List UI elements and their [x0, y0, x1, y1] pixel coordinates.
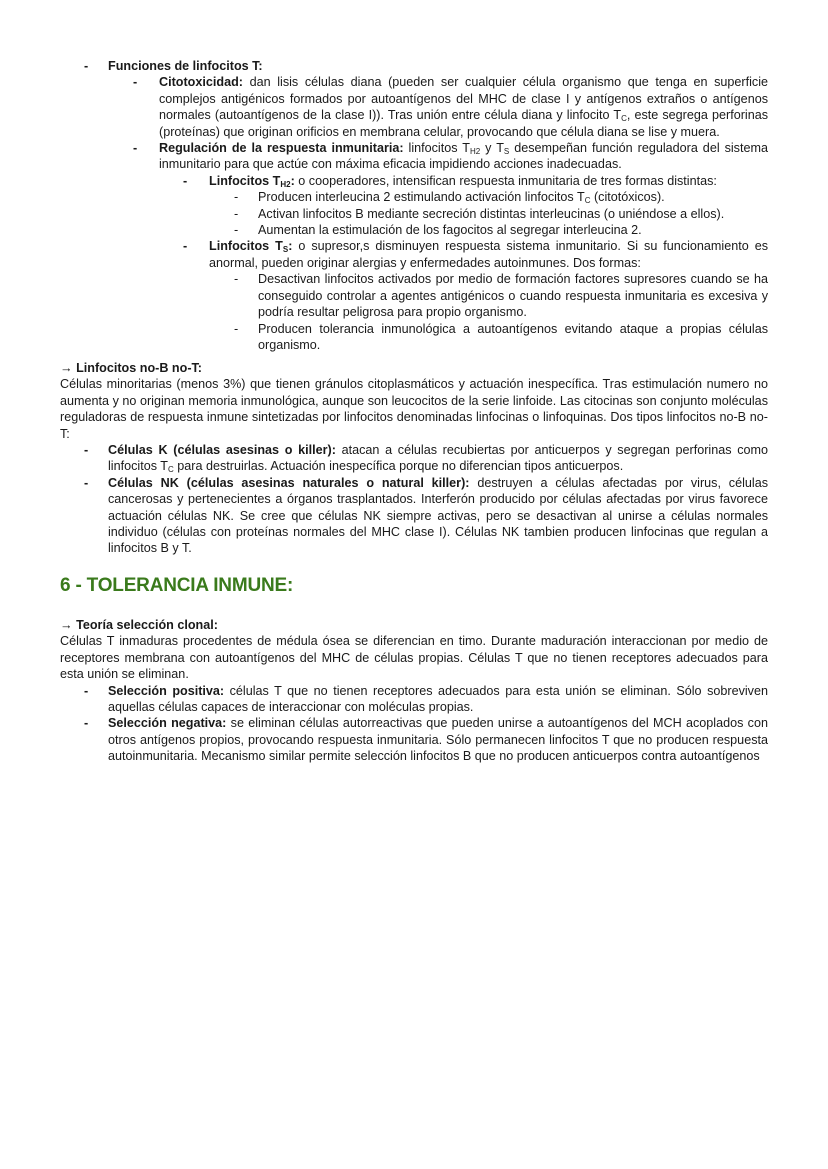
regulacion-text: linfocitos T [403, 141, 470, 156]
list-item [60, 173, 768, 189]
th2-item: Producen interleucina 2 estimulando activación linfocitos T [258, 190, 585, 205]
celulas-k-text-cont: para destruirlas. Actuación inespecífica porque no diferencian tipos anticuerpos. [173, 459, 624, 474]
subscript: C [584, 196, 591, 206]
list-item [60, 189, 768, 205]
list-item [60, 206, 768, 222]
seleccion-clonal-heading: → Teoría selección clonal: [60, 618, 218, 632]
bullet-dash: - [234, 190, 239, 205]
citotoxicidad-text-cont: , este segrega perforinas (proteínas) que originan orificios en membrana celular, provocando que célula diana se lise y muera. [159, 108, 768, 139]
seleccion-positiva-label: Selección positiva: [108, 683, 225, 698]
bullet-dash: - [84, 443, 89, 458]
bullet-dash: - [183, 239, 188, 254]
bullet-dash: - [234, 321, 239, 336]
seleccion-negativa-text: se eliminan células autorreactivas que pueden unirse a autoantígenos del MCH acoplados con otros antígenos propios, provocando respuesta inmunitaria. Sólo permanecen linfocitos T que no producen respuesta autoinmunitaria. Mecanismo similar permite selección linfocitos B que no producen anticuerpos contra autoantígenos [108, 716, 768, 764]
ts-item: Desactivan linfocitos activados por medio de formación factores supresores cuando se ha conseguido controlar a agentes antigénicos o cuando respuesta inmunitaria es excesiva y podría resultar peligrosa para propio organismo. [258, 272, 768, 320]
subscript: C [621, 114, 627, 124]
regulacion-text-b: y T [480, 141, 504, 156]
list-item [60, 74, 768, 140]
bullet-dash: - [133, 75, 138, 90]
bullet-dash: - [133, 141, 138, 156]
seleccion-clonal-intro: Células T inmaduras procedentes de médula ósea se diferencian en timo. Durante maduración interaccionan por medio de receptores membrana con autoantígenos del MHC de células propias. Células T que no tienen receptores adecuados para esta unión se eliminan. [60, 634, 768, 682]
th2-item-cont: (citotóxicos). [590, 190, 665, 205]
bullet-dash: - [234, 272, 239, 287]
regulacion-label: Regulación de la respuesta inmunitaria: [159, 141, 404, 156]
nobnot-section [60, 360, 768, 557]
bullet-dash: - [234, 223, 239, 238]
subscript: C [167, 465, 174, 475]
th2-label: Linfocitos $T_{H2}$: [209, 173, 295, 189]
list-item [60, 140, 768, 173]
celulas-nk-text: destruyen a células afectadas por virus, células cancerosas y pertenecientes a órganos trasplantados. Interferón producido por células afectadas por virus favorece actuación células NK. Se cree que células NK siempre activas, pero se desactivan al unirse a células normales individuo (células con proteínas normales del MHC clase I). Células NK tambien producen linfocinas que regulan a linfocitos B y T. [108, 475, 768, 556]
citotoxicidad-label: Citotoxicidad: [159, 75, 243, 90]
citotoxicidad-text: dan lisis células diana (pueden ser cualquier célula organismo que tenga en superficie complejos antigénicos formados por autoantígenos del MHC de clase I y antígenos extraños o antígenos normales (autoantígenos de la clase I)). Tras unión entre célula diana y linfocito T [159, 75, 768, 123]
funciones-title: Funciones de linfocitos T: [108, 59, 263, 73]
nobnot-heading: → Linfocitos no-B no-T: [60, 361, 202, 375]
th2-item: Activan linfocitos B mediante secreción distintas interleucinas (o uniéndose a ellos). [258, 206, 725, 221]
list-item [60, 58, 768, 74]
ts-text: o supresor,s disminuyen respuesta sistema inmunitario. Si su funcionamiento es anormal, pueden originar alergias y enfermedades autoinmunes. Dos formas: [209, 239, 768, 270]
th2-item: Aumentan la estimulación de los fagocitos al segregar interleucina 2. [258, 223, 642, 238]
subscript: S [503, 147, 510, 157]
list-item [60, 222, 768, 238]
list-item [60, 271, 768, 320]
funciones-section [60, 58, 768, 353]
seleccion-positiva-text: células T que no tienen receptores adecuados para esta unión se eliminan. Sólo sobreviven aquellas células capaces de interaccionar con moléculas propias. [108, 683, 768, 715]
list-item [60, 238, 768, 271]
nobnot-intro: Células minoritarias (menos 3%) que tienen gránulos citoplasmáticos y actuación inespecífica. Tras estimulación numero no aumenta y no originan memoria inmunológica, aunque son leucocitos de la serie linfoide. Las citocinas son conjunto moléculas reguladoras de respuesta inmune sintetizadas por linfocitos denominadas linfocinas o linfoquinas. Dos tipos linfocitos no-B no-T: [60, 377, 768, 441]
list-item [60, 683, 768, 716]
celulas-nk-label: Células NK (células asesinas naturales o natural killer): [108, 475, 470, 490]
seleccion-negativa-label: Selección negativa: [108, 716, 227, 731]
bullet-dash: - [183, 173, 188, 188]
list-item [60, 321, 768, 354]
list-item [60, 442, 768, 475]
subscript: H2 [469, 147, 481, 157]
bullet-dash: - [84, 59, 89, 73]
celulas-k-label: Células K (células asesinas o killer): [108, 443, 336, 458]
list-item [60, 475, 768, 557]
bullet-dash: - [84, 683, 89, 698]
tolerancia-section [60, 617, 768, 765]
ts-item: Producen tolerancia inmunológica a autoantígenos evitando ataque a propias células organismo. [258, 321, 768, 352]
celulas-k-text: atacan a células recubiertas por anticuerpos y segregan perforinas como linfocitos T [108, 443, 768, 474]
bullet-dash: - [84, 475, 89, 490]
th2-text: o cooperadores, intensifican respuesta inmunitaria de tres formas distintas: [294, 173, 717, 188]
regulacion-text-c: desempeñan función reguladora del sistema inmunitario para que actúe con máxima eficacia impidiendo acciones inadecuadas. [159, 141, 768, 172]
ts-label: Linfocitos $T_S$: [209, 239, 293, 255]
bullet-dash: - [84, 716, 89, 731]
list-item [60, 715, 768, 764]
bullet-dash: - [234, 206, 239, 221]
section-title: 6 - TOLERANCIA INMUNE: [60, 575, 294, 596]
